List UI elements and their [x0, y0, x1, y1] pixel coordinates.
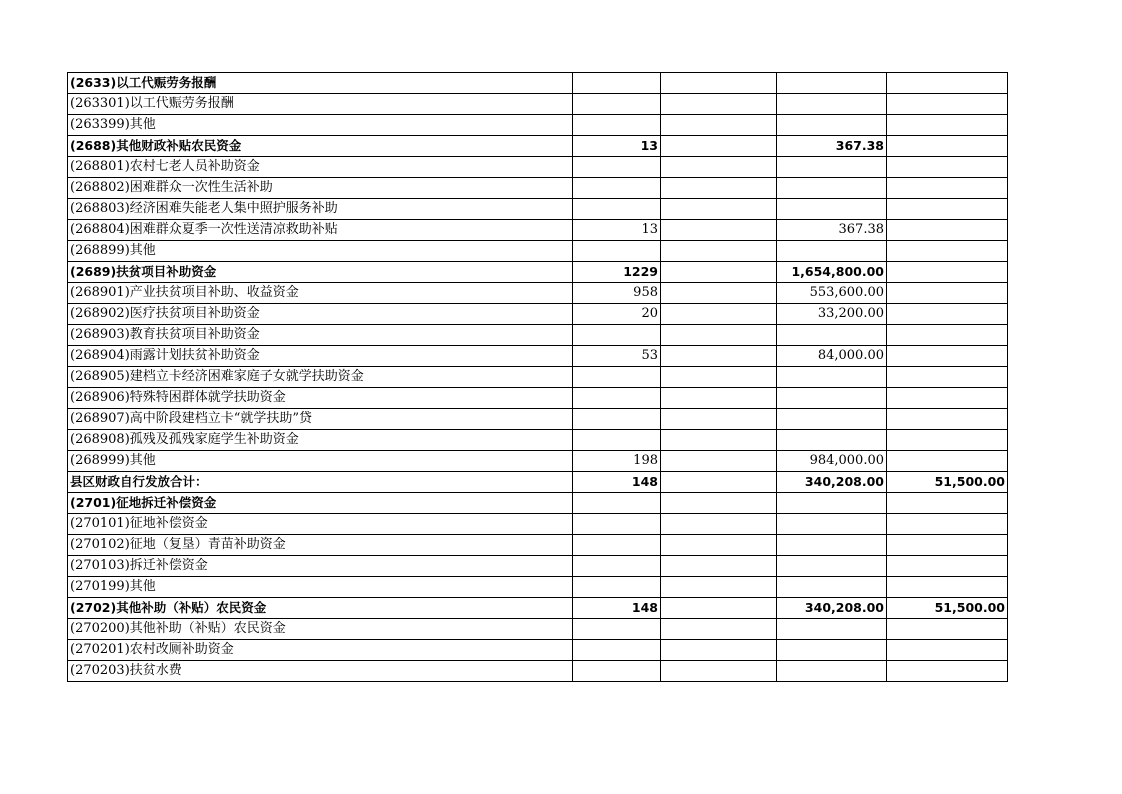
- empty-cell: [661, 136, 777, 157]
- amount-cell: [777, 157, 887, 178]
- table-row: [68, 556, 1008, 577]
- empty-cell: [661, 325, 777, 346]
- extra-amount-cell: [887, 304, 1008, 325]
- table-row: [68, 577, 1008, 598]
- table-row: [68, 661, 1008, 682]
- table-row: [68, 451, 1008, 472]
- item-name-cell: (268803)经济困难失能老人集中照护服务补助: [68, 199, 573, 220]
- item-name-cell: (270199)其他: [68, 577, 573, 598]
- amount-cell: [777, 325, 887, 346]
- extra-amount-cell: [887, 94, 1008, 115]
- amount-cell: [777, 115, 887, 136]
- table-row: [68, 409, 1008, 430]
- amount-cell: 340,208.00: [777, 598, 887, 619]
- count-cell: 198: [573, 451, 661, 472]
- item-name-cell: (2702)其他补助（补贴）农民资金: [68, 598, 573, 619]
- item-name-cell: (270203)扶贫水费: [68, 661, 573, 682]
- empty-cell: [661, 661, 777, 682]
- table-row: [68, 115, 1008, 136]
- count-cell: [573, 661, 661, 682]
- count-cell: [573, 619, 661, 640]
- item-name-cell: (270102)征地（复垦）青苗补助资金: [68, 535, 573, 556]
- count-cell: 13: [573, 220, 661, 241]
- item-name-cell: (268802)困难群众一次性生活补助: [68, 178, 573, 199]
- count-cell: [573, 73, 661, 94]
- table-row: [68, 157, 1008, 178]
- count-cell: 1229: [573, 262, 661, 283]
- amount-cell: 33,200.00: [777, 304, 887, 325]
- count-cell: 958: [573, 283, 661, 304]
- item-name-cell: (268905)建档立卡经济困难家庭子女就学扶助资金: [68, 367, 573, 388]
- count-cell: 13: [573, 136, 661, 157]
- table-row: [68, 493, 1008, 514]
- amount-cell: [777, 514, 887, 535]
- table-row: [68, 199, 1008, 220]
- count-cell: [573, 556, 661, 577]
- amount-cell: [777, 73, 887, 94]
- item-name-cell: (263301)以工代赈劳务报酬: [68, 94, 573, 115]
- count-cell: [573, 199, 661, 220]
- count-cell: [573, 325, 661, 346]
- count-cell: 53: [573, 346, 661, 367]
- empty-cell: [661, 451, 777, 472]
- amount-cell: 1,654,800.00: [777, 262, 887, 283]
- table-row: [68, 388, 1008, 409]
- table-row: [68, 241, 1008, 262]
- table-row: [68, 73, 1008, 94]
- count-cell: [573, 640, 661, 661]
- amount-cell: [777, 409, 887, 430]
- extra-amount-cell: [887, 178, 1008, 199]
- item-name-cell: (2633)以工代赈劳务报酬: [68, 73, 573, 94]
- amount-cell: 84,000.00: [777, 346, 887, 367]
- count-cell: [573, 94, 661, 115]
- empty-cell: [661, 598, 777, 619]
- extra-amount-cell: [887, 535, 1008, 556]
- count-cell: [573, 388, 661, 409]
- table-row: [68, 346, 1008, 367]
- empty-cell: [661, 619, 777, 640]
- extra-amount-cell: [887, 262, 1008, 283]
- amount-cell: [777, 367, 887, 388]
- item-name-cell: (268903)教育扶贫项目补助资金: [68, 325, 573, 346]
- item-name-cell: (268907)高中阶段建档立卡“就学扶助”贷: [68, 409, 573, 430]
- table-row: [68, 325, 1008, 346]
- empty-cell: [661, 199, 777, 220]
- count-cell: [573, 178, 661, 199]
- table-row: [68, 262, 1008, 283]
- count-cell: [573, 241, 661, 262]
- amount-cell: [777, 493, 887, 514]
- count-cell: 148: [573, 598, 661, 619]
- item-name-cell: 县区财政自行发放合计：: [68, 472, 573, 493]
- amount-cell: [777, 577, 887, 598]
- empty-cell: [661, 472, 777, 493]
- amount-cell: [777, 388, 887, 409]
- fund-table: [67, 72, 1008, 682]
- empty-cell: [661, 514, 777, 535]
- count-cell: [573, 514, 661, 535]
- empty-cell: [661, 283, 777, 304]
- item-name-cell: (268804)困难群众夏季一次性送清凉救助补贴: [68, 220, 573, 241]
- count-cell: [573, 430, 661, 451]
- item-name-cell: (2701)征地拆迁补偿资金: [68, 493, 573, 514]
- extra-amount-cell: [887, 556, 1008, 577]
- item-name-cell: (270103)拆迁补偿资金: [68, 556, 573, 577]
- table-row: [68, 514, 1008, 535]
- table-row: [68, 283, 1008, 304]
- table-row: [68, 94, 1008, 115]
- extra-amount-cell: [887, 325, 1008, 346]
- item-name-cell: (268906)特殊特困群体就学扶助资金: [68, 388, 573, 409]
- empty-cell: [661, 556, 777, 577]
- table-row: [68, 367, 1008, 388]
- count-cell: [573, 157, 661, 178]
- extra-amount-cell: [887, 220, 1008, 241]
- empty-cell: [661, 535, 777, 556]
- extra-amount-cell: [887, 73, 1008, 94]
- extra-amount-cell: [887, 577, 1008, 598]
- extra-amount-cell: [887, 115, 1008, 136]
- table-row: [68, 472, 1008, 493]
- count-cell: [573, 535, 661, 556]
- extra-amount-cell: [887, 367, 1008, 388]
- extra-amount-cell: 51,500.00: [887, 472, 1008, 493]
- amount-cell: [777, 94, 887, 115]
- extra-amount-cell: [887, 388, 1008, 409]
- table-row: [68, 304, 1008, 325]
- count-cell: 148: [573, 472, 661, 493]
- item-name-cell: (268908)孤残及孤残家庭学生补助资金: [68, 430, 573, 451]
- count-cell: [573, 367, 661, 388]
- item-name-cell: (2689)扶贫项目补助资金: [68, 262, 573, 283]
- amount-cell: 340,208.00: [777, 472, 887, 493]
- empty-cell: [661, 115, 777, 136]
- empty-cell: [661, 409, 777, 430]
- empty-cell: [661, 304, 777, 325]
- amount-cell: [777, 661, 887, 682]
- table-row: [68, 430, 1008, 451]
- count-cell: [573, 409, 661, 430]
- item-name-cell: (268901)产业扶贫项目补助、收益资金: [68, 283, 573, 304]
- item-name-cell: (268999)其他: [68, 451, 573, 472]
- extra-amount-cell: [887, 451, 1008, 472]
- empty-cell: [661, 388, 777, 409]
- table-row: [68, 178, 1008, 199]
- count-cell: 20: [573, 304, 661, 325]
- extra-amount-cell: [887, 619, 1008, 640]
- item-name-cell: (268904)雨露计划扶贫补助资金: [68, 346, 573, 367]
- empty-cell: [661, 640, 777, 661]
- extra-amount-cell: [887, 346, 1008, 367]
- amount-cell: 367.38: [777, 136, 887, 157]
- amount-cell: [777, 199, 887, 220]
- extra-amount-cell: [887, 493, 1008, 514]
- item-name-cell: (270201)农村改厕补助资金: [68, 640, 573, 661]
- empty-cell: [661, 157, 777, 178]
- amount-cell: [777, 619, 887, 640]
- extra-amount-cell: [887, 241, 1008, 262]
- extra-amount-cell: 51,500.00: [887, 598, 1008, 619]
- extra-amount-cell: [887, 640, 1008, 661]
- item-name-cell: (268801)农村七老人员补助资金: [68, 157, 573, 178]
- amount-cell: 367.38: [777, 220, 887, 241]
- empty-cell: [661, 367, 777, 388]
- extra-amount-cell: [887, 430, 1008, 451]
- table-row: [68, 535, 1008, 556]
- amount-cell: [777, 430, 887, 451]
- empty-cell: [661, 94, 777, 115]
- extra-amount-cell: [887, 157, 1008, 178]
- table-row: [68, 136, 1008, 157]
- empty-cell: [661, 577, 777, 598]
- table-row: [68, 640, 1008, 661]
- amount-cell: [777, 640, 887, 661]
- empty-cell: [661, 178, 777, 199]
- fund-table-body: [68, 73, 1008, 682]
- amount-cell: [777, 535, 887, 556]
- extra-amount-cell: [887, 514, 1008, 535]
- empty-cell: [661, 262, 777, 283]
- amount-cell: [777, 241, 887, 262]
- count-cell: [573, 577, 661, 598]
- item-name-cell: (270101)征地补偿资金: [68, 514, 573, 535]
- empty-cell: [661, 493, 777, 514]
- empty-cell: [661, 346, 777, 367]
- extra-amount-cell: [887, 199, 1008, 220]
- amount-cell: [777, 556, 887, 577]
- table-row: [68, 619, 1008, 640]
- table-row: [68, 598, 1008, 619]
- empty-cell: [661, 241, 777, 262]
- item-name-cell: (263399)其他: [68, 115, 573, 136]
- count-cell: [573, 115, 661, 136]
- empty-cell: [661, 430, 777, 451]
- empty-cell: [661, 220, 777, 241]
- extra-amount-cell: [887, 661, 1008, 682]
- item-name-cell: (268899)其他: [68, 241, 573, 262]
- item-name-cell: (270200)其他补助（补贴）农民资金: [68, 619, 573, 640]
- amount-cell: 553,600.00: [777, 283, 887, 304]
- empty-cell: [661, 73, 777, 94]
- item-name-cell: (2688)其他财政补贴农民资金: [68, 136, 573, 157]
- amount-cell: 984,000.00: [777, 451, 887, 472]
- count-cell: [573, 493, 661, 514]
- table-row: [68, 220, 1008, 241]
- amount-cell: [777, 178, 887, 199]
- item-name-cell: (268902)医疗扶贫项目补助资金: [68, 304, 573, 325]
- extra-amount-cell: [887, 283, 1008, 304]
- extra-amount-cell: [887, 136, 1008, 157]
- extra-amount-cell: [887, 409, 1008, 430]
